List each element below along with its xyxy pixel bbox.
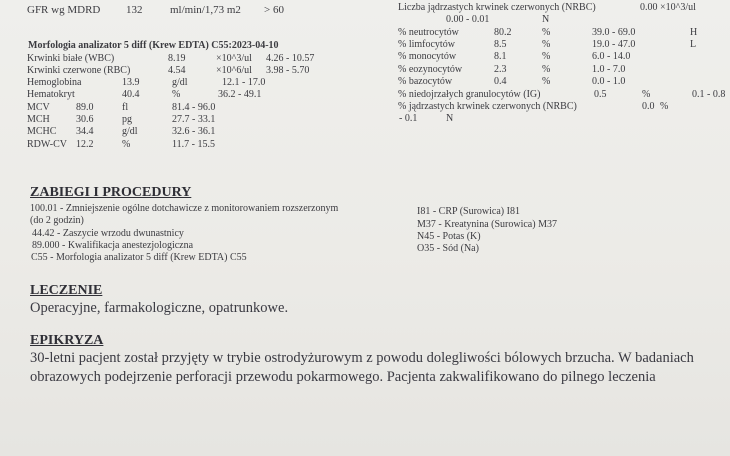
diff-unit: % xyxy=(542,76,551,87)
procedure-item: (do 2 godzin) xyxy=(30,215,84,226)
morph-value: 13.9 xyxy=(122,77,140,88)
morph-ref: 12.1 - 17.0 xyxy=(222,77,266,88)
diff-name: % neutrocytów xyxy=(398,27,459,38)
diff-ref: 19.0 - 47.0 xyxy=(592,39,636,50)
procedure-item: C55 - Morfologia analizator 5 diff (Krew EDTA) C55 xyxy=(31,252,247,263)
diff-unit: % xyxy=(542,51,551,62)
diff-flag: N xyxy=(446,113,454,124)
diff-value: 8.1 xyxy=(494,51,507,62)
diff-ref: 0.0 - 1.0 xyxy=(592,76,626,87)
morph-value: 34.4 xyxy=(76,126,94,137)
diff-value: 8.5 xyxy=(494,39,507,50)
epicrisis-heading: EPIKRYZA xyxy=(30,333,104,348)
morph-value: 4.54 xyxy=(168,65,186,76)
morph-unit: fl xyxy=(122,102,129,113)
diff-ref: 39.0 - 69.0 xyxy=(592,27,636,38)
diff-name: % niedojrzałych granulocytów (IG) xyxy=(398,89,541,100)
treatment-heading: LECZENIE xyxy=(30,283,103,298)
diff-value: 80.2 xyxy=(494,27,512,38)
morph-ref: 81.4 - 96.0 xyxy=(172,102,216,113)
morph-ref: 4.26 - 10.57 xyxy=(266,53,315,64)
procedure-item: M37 - Kreatynina (Surowica) M37 xyxy=(417,219,557,230)
diff-ref: 1.0 - 7.0 xyxy=(592,64,626,75)
morph-ref: 36.2 - 49.1 xyxy=(218,89,262,100)
morph-value: 12.2 xyxy=(76,139,94,150)
morph-name: Krwinki białe (WBC) xyxy=(27,53,115,64)
procedure-item: 44.42 - Zaszycie wrzodu dwunastnicy xyxy=(32,228,184,239)
procedure-item: O35 - Sód (Na) xyxy=(417,243,479,254)
morph-ref: 32.6 - 36.1 xyxy=(172,126,216,137)
morph-unit: ×10^3/ul xyxy=(216,53,252,64)
morph-ref: 3.98 - 5.70 xyxy=(266,65,310,76)
morph-value: 8.19 xyxy=(168,53,186,64)
diff-value: 2.3 xyxy=(494,64,507,75)
diff-unit: % xyxy=(660,101,669,112)
nrbc-label: Liczba jądrzastych krwinek czerwonych (NRBC) xyxy=(398,2,596,13)
diff-name: % eozynocytów xyxy=(398,64,463,75)
morph-ref: 11.7 - 15.5 xyxy=(172,139,215,150)
procedure-item: 100.01 - Zmniejszenie ogólne dotchawicze z monitorowaniem rozszerzonym xyxy=(30,203,339,214)
morph-unit: pg xyxy=(122,114,132,125)
diff-unit: % xyxy=(542,64,551,75)
morph-unit: g/dl xyxy=(172,77,188,88)
morph-name: MCH xyxy=(27,114,50,125)
morph-name: MCV xyxy=(27,102,50,113)
diff-ref: - 0.1 xyxy=(399,113,418,124)
morph-value: 40.4 xyxy=(122,89,140,100)
procedures-heading: ZABIEGI I PROCEDURY xyxy=(30,185,192,200)
procedure-item: 89.000 - Kwalifikacja anestezjologiczna xyxy=(32,240,194,251)
diff-name: % bazocytów xyxy=(398,76,453,87)
morph-value: 30.6 xyxy=(76,114,94,125)
diff-unit: % xyxy=(542,27,551,38)
treatment-text: Operacyjne, farmakologiczne, opatrunkowe. xyxy=(30,300,289,316)
diff-flag: L xyxy=(690,39,697,50)
morph-name: Krwinki czerwone (RBC) xyxy=(27,65,131,76)
diff-value: 0.4 xyxy=(494,76,507,87)
epicrisis-line: 30-letni pacjent został przyjęty w trybie ostrodyżurowym z powodu dolegliwości bólowych brzucha. W badaniach xyxy=(30,350,694,366)
morph-unit: g/dl xyxy=(122,126,138,137)
morph-name: RDW-CV xyxy=(27,139,67,150)
diff-name: % jądrzastych krwinek czerwonych (NRBC) xyxy=(398,101,577,112)
diff-value: 0.0 xyxy=(642,101,655,112)
morph-value: 89.0 xyxy=(76,102,94,113)
diff-name: % limfocytów xyxy=(398,39,455,50)
epicrisis-line: obrazowych podejrzenie perforacji przewodu pokarmowego. Pacjenta zakwalifikowano do pilnego leczenia xyxy=(30,369,656,385)
morph-name: MCHC xyxy=(27,126,57,137)
morph-unit: % xyxy=(122,139,131,150)
morph-title: Morfologia analizator 5 diff (Krew EDTA) C55:2023-04-10 xyxy=(28,40,279,51)
morph-unit: ×10^6/ul xyxy=(216,65,252,76)
diff-name: % monocytów xyxy=(398,51,457,62)
diff-ref: 0.1 - 0.8 xyxy=(692,89,726,100)
nrbc-ref: 0.00 - 0.01 xyxy=(446,14,490,25)
gfr-label: GFR wg MDRD xyxy=(27,4,101,16)
diff-value: 0.5 xyxy=(594,89,607,100)
nrbc-value: 0.00 ×10^3/ul xyxy=(640,2,696,13)
gfr-unit: ml/min/1,73 m2 xyxy=(170,4,241,16)
diff-unit: % xyxy=(642,89,651,100)
gfr-ref: > 60 xyxy=(264,4,284,16)
nrbc-flag: N xyxy=(542,14,550,25)
morph-name: Hemoglobina xyxy=(27,77,82,88)
morph-name: Hematokryt xyxy=(27,89,75,100)
procedure-item: N45 - Potas (K) xyxy=(417,231,481,242)
diff-unit: % xyxy=(542,39,551,50)
morph-ref: 27.7 - 33.1 xyxy=(172,114,216,125)
diff-ref: 6.0 - 14.0 xyxy=(592,51,631,62)
morph-unit: % xyxy=(172,89,181,100)
procedure-item: I81 - CRP (Surowica) I81 xyxy=(417,206,520,217)
gfr-value: 132 xyxy=(126,4,143,16)
diff-flag: H xyxy=(690,27,698,38)
